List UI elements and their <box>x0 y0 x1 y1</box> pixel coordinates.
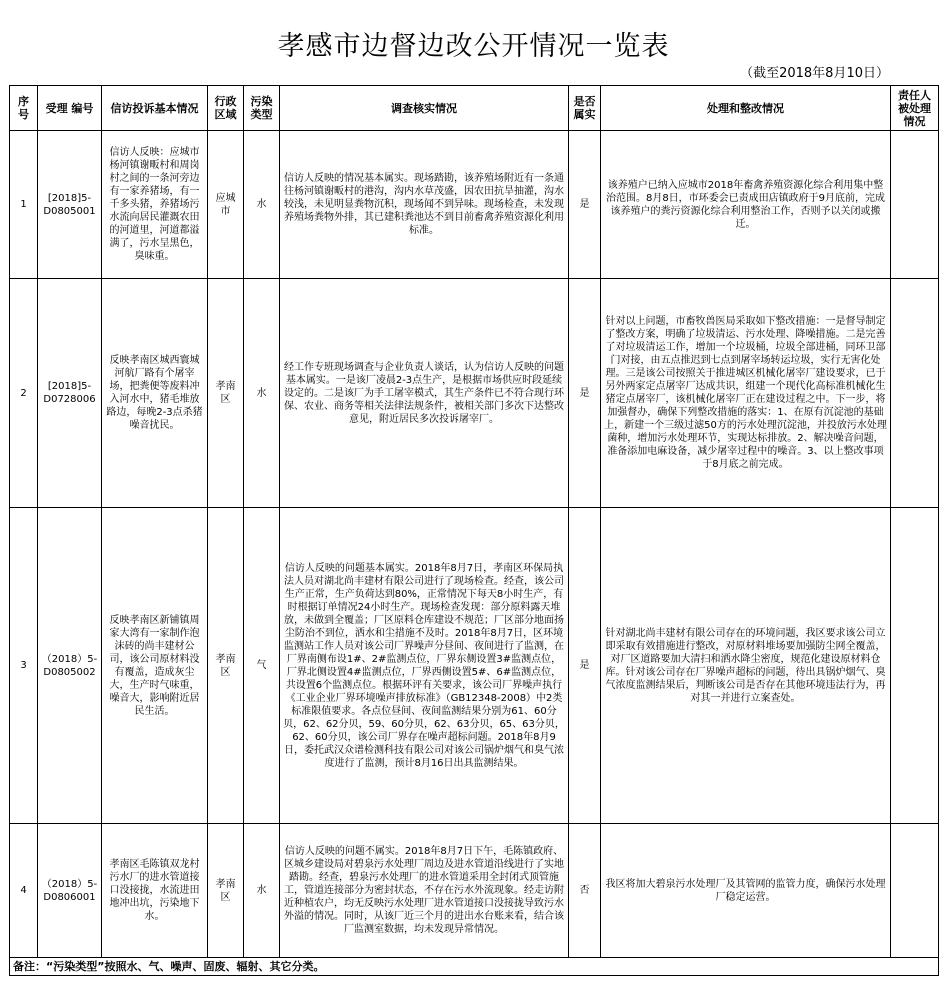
row-verified: 是 <box>569 131 601 279</box>
header-complaint: 信访投诉基本情况 <box>102 86 208 131</box>
row-handling: 该养殖户已纳入应城市2018年畜禽养殖资源化综合利用集中整治范围。8月8日，市环委会已责成田店镇政府于9月底前，完成该养殖户的粪污资源化综合利用整治工作，否则予以关闭或搬迁。 <box>601 131 891 279</box>
row-complaint: 反映孝南区城西寰城河航厂路有个屠宰场，把粪便等废料冲入河水中，猪毛堆放路边，每晚2-3点杀猪噪音扰民。 <box>102 279 208 508</box>
row-seq: 1 <box>10 131 38 279</box>
header-seq: 序号 <box>10 86 38 131</box>
page-title: 孝感市边督边改公开情况一览表 <box>277 31 670 62</box>
row-handling: 针对湖北尚丰建材有限公司存在的环境问题，我区要求该公司立即采取有效措施进行整改，对原材料堆场要加强防尘网全覆盖，对厂区道路要加大清扫和洒水降尘密度，规范化建设原材料仓库。针对该公司存在厂界噪声超标的问题，待出具锅炉烟气、臭气浓度监测结果后，判断该公司是否存在其他环境违法行为，再对其一并进行立案查处。 <box>601 508 891 824</box>
row-district: 孝南区 <box>208 508 244 824</box>
header-pollution: 污染类型 <box>244 86 280 131</box>
row-investigation: 经工作专班现场调查与企业负责人谈话，认为信访人反映的问题基本属实。一是该厂凌晨2-3点生产，是根据市场供应时段延续设定的。二是该厂为手工屠宰模式，其生产条件已不符合现行环保、农业、商务等相关法律法规条件，被相关部门多次下达整改意见，附近居民多次投诉屠宰厂。 <box>280 279 569 508</box>
row-handling: 我区将加大碧泉污水处理厂及其管网的监管力度，确保污水处理厂稳定运营。 <box>601 824 891 958</box>
row-verified: 是 <box>569 508 601 824</box>
row-seq: 2 <box>10 279 38 508</box>
row-seq: 4 <box>10 824 38 958</box>
table-footnote: 备注：“污染类型”按照水、气、噪声、固废、辐射、其它分类。 <box>10 958 939 976</box>
header-handling: 处理和整改情况 <box>601 86 891 131</box>
table-footnote-row <box>10 958 939 976</box>
row-complaint: 孝南区毛陈镇双龙村污水厂的进水管道接口没接拢，水流进田地冲出坑，污染地下水。 <box>102 824 208 958</box>
table-row <box>10 279 939 508</box>
row-seq: 3 <box>10 508 38 824</box>
row-investigation: 信访人反映的问题基本属实。2018年8月7日，孝南区环保局执法人员对湖北尚丰建材有限公司进行了现场检查。经查，该公司生产正常，生产负荷达到80%，正常情况下每天8小时生产，有时根据订单情况24小时生产。现场检查发现：部分原料露天堆放，未做到全覆盖；厂区原料仓库建设不规范；厂区部分地面扬尘防治不到位，洒水和尘措施不及时。2018年8月7日，区环境监测站工作人员对该公司厂界噪声分昼间、夜间进行了监测，在厂界南侧布设1#、2#监测点位，厂界东侧设置3#监测点位，厂界北侧设置4#监测点位，厂界西侧设置5#、6#监测点位，共设置6个监测点位。根据环评有关要求，该公司厂界噪声执行《工业企业厂界环境噪声排放标准》（GB12348-2008）中2类标准限值要求。各点位昼间、夜间监测结果分别为61、60分贝，62、62分贝，59、60分贝，62、63分贝，65、63分贝，62、60分贝，该公司厂界存在噪声超标问题。2018年8月9日，委托武汉众谱检测科技有限公司对该公司锅炉烟气和臭气浓度进行了监测，预计8月16日出具监测结果。 <box>280 508 569 824</box>
header-case-no: 受理 编号 <box>38 86 102 131</box>
table-row <box>10 131 939 279</box>
row-case-no: （2018）5-D0806001 <box>38 824 102 958</box>
row-investigation: 信访人反映的情况基本属实。现场踏勘，该养殖场附近有一条通往杨河镇谢畈村的港沟，沟内水草茂盛，因农田抗旱抽灌，沟水较浅，未见明显粪物沉积，现场闻不到异味。现场检查，未发现养殖场粪物外排，其已建积粪池达不到目前畜禽养殖资源化利用标准。 <box>280 131 569 279</box>
row-responsible <box>891 824 939 958</box>
row-case-no: [2018]5-D0728006 <box>38 279 102 508</box>
row-pollution: 水 <box>244 824 280 958</box>
header-investigation: 调查核实情况 <box>280 86 569 131</box>
row-pollution: 水 <box>244 131 280 279</box>
row-case-no: [2018]5-D0805001 <box>38 131 102 279</box>
row-complaint: 反映孝南区新铺镇周家大湾有一家制作泡沫砖的尚丰建材公司，该公司原材料没有覆盖，造成灰尘大，生产时气味重，噪音大，影响附近居民生活。 <box>102 508 208 824</box>
header-district: 行政区域 <box>208 86 244 131</box>
disclosure-table <box>9 85 939 976</box>
row-pollution: 气 <box>244 508 280 824</box>
row-responsible <box>891 279 939 508</box>
row-district: 孝南区 <box>208 824 244 958</box>
row-responsible <box>891 131 939 279</box>
row-district: 孝南区 <box>208 279 244 508</box>
row-investigation: 信访人反映的问题不属实。2018年8月7日下午，毛陈镇政府、区城乡建设局对碧泉污水处理厂周边及进水管道沿线进行了实地踏勘。经查，碧泉污水处理厂的进水管道采用全封闭式顶管施工，管道连接部分为密封状态，不存在污水外流现象。经走访附近种植农户，均无反映污水处理厂进水管道接口没接拢导致污水外溢的情况。同时，从该厂近三个月的进出水台账来看，结合该厂监测室数据，均未发现异常情况。 <box>280 824 569 958</box>
row-pollution: 水 <box>244 279 280 508</box>
row-handling: 针对以上问题，市畜牧兽医局采取如下整改措施：一是督导制定了整改方案，明确了垃圾清运、污水处理、降噪措施。二是完善了对垃圾清运工作，增加一个垃圾桶，垃圾全部进桶，同环卫部门对接，由五点推迟到七点到屠宰场转运垃圾，实行无害化处理。三是该公司按照关于推进城区机械化屠宰厂建设要求，已于另外两家定点屠宰厂达成共识，组建一个现代化高标准机械化生猪定点屠宰厂，该机械化屠宰厂正在建设过程之中。下一步，将加强督办，确保下列整改措施的落实：1、在原有沉淀池的基础上，新建一个三级过滤50方的污水处理沉淀池，并投放污水处理菌种，增加污水处理环节，实现达标排放。2、解决噪音问题，准备添加电麻设备，减少屠宰过程中的噪音。3、以上整改事项于8月底之前完成。 <box>601 279 891 508</box>
table-header-row <box>10 86 939 131</box>
row-case-no: （2018）5-D0805002 <box>38 508 102 824</box>
row-district: 应城市 <box>208 131 244 279</box>
header-responsible: 责任人被处理情况 <box>891 86 939 131</box>
row-responsible <box>891 508 939 824</box>
as-of-date: （截至2018年8月10日） <box>740 66 889 81</box>
row-complaint: 信访人反映：应城市杨河镇谢畈村和周岗村之间的一条河旁边有一家养猪场，有一千多头猪，养猪场污水流向居民灌溉农田的河道里，河道都溢满了，污水呈黑色，臭味重。 <box>102 131 208 279</box>
row-verified: 否 <box>569 824 601 958</box>
table-row <box>10 508 939 824</box>
row-verified: 是 <box>569 279 601 508</box>
table-row <box>10 824 939 958</box>
header-verified: 是否属实 <box>569 86 601 131</box>
